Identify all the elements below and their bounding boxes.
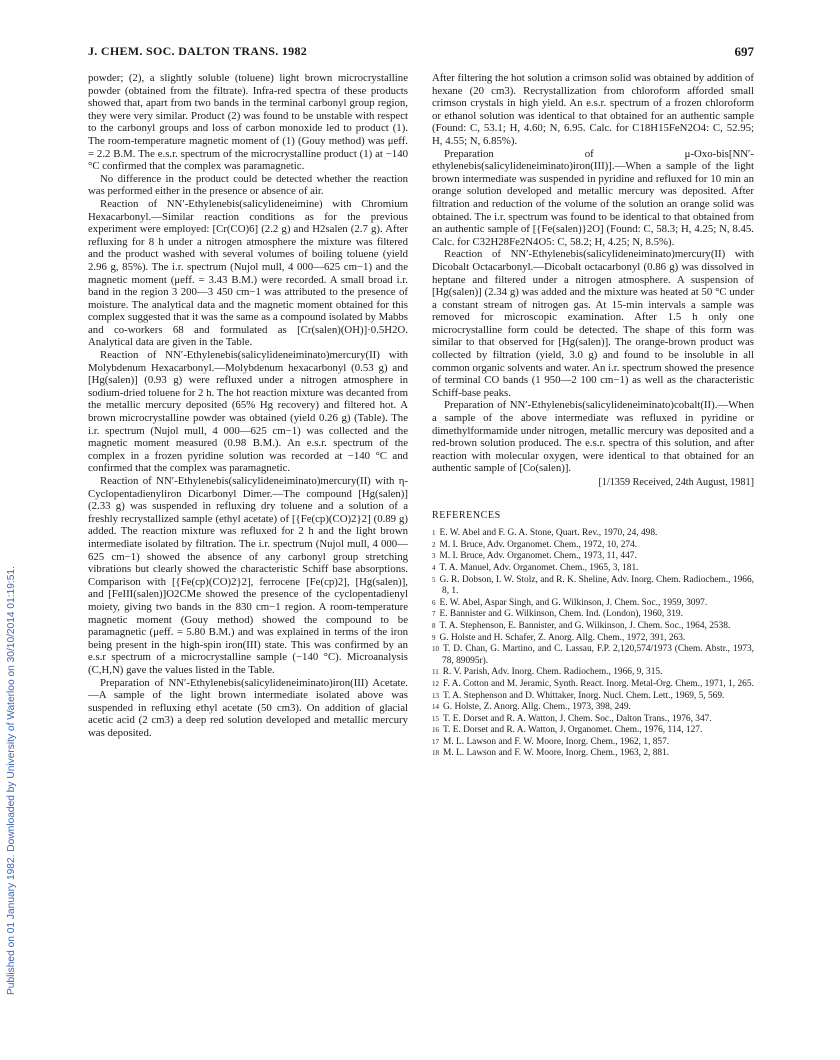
reference-text: T. E. Dorset and R. A. Watton, J. Organomet. Chem., 1976, 114, 127. [443,725,703,736]
body-paragraph: powder; (2), a slightly soluble (toluene) light brown microcrystalline powder (obtained from the filtrate). Infra-red spectra of these products showed that, apart from two bands in the terminal carbonyl group region, they were very similar. Product (2) was found to be unstable with respect to the carbonyl groups and loss of carbon monoxide led to product (1). The room-temperature magnetic moment of (1) (Gouy method) was μeff. = 2.2 B.M. The e.s.r. spectrum of the microcrystalline product (1) at −140 °C confirmed that the complex was paramagnetic. [88,72,408,173]
body-paragraph: Preparation of μ-Oxo-bis[NN′-ethylenebis(salicylideneiminato)iron(III)].—When a sample of the light brown intermediate was suspended in pyridine and refluxed for 10 min an orange solution developed and metallic mercury was deposited. After filtration and reduction of the volume of the solution an orange solid was obtained. The i.r. spectrum was found to be identical to that obtained from an authentic sample of [{Fe(salen)}2O] (Found: C, 58.3; H, 4.25; N, 8.45. Calc. for C32H28Fe2N4O5: C, 58.2; H, 4.25; N, 8.5%). [432,147,754,248]
reference-text: E. W. Abel, Aspar Singh, and G. Wilkinson, J. Chem. Soc., 1959, 3097. [439,597,708,608]
reference-item [432,748,754,760]
reference-number: 10 [432,645,439,654]
received-date: [1/1359 Received, 24th August, 1981] [598,477,754,488]
page-number: 697 [734,44,754,59]
download-watermark [6,90,20,1060]
reference-number: 5 [432,575,436,584]
reference-item [432,644,754,667]
reference-text: T. A. Stephenson, E. Bannister, and G. Wilkinson, J. Chem. Soc., 1964, 2538. [439,620,731,631]
reference-item [432,609,754,621]
reference-text: R. V. Parish, Adv. Inorg. Chem. Radiochem., 1966, 9, 315. [442,667,663,678]
left-column [88,72,408,739]
reference-text: G. Holste, Z. Anorg. Allg. Chem., 1973, 398, 249. [443,702,631,713]
reference-text: G. R. Dobson, I. W. Stolz, and R. K. Sheline, Adv. Inorg. Chem. Radiochem., 1966, 8, 1. [439,574,754,597]
body-paragraph: Reaction of NN′-Ethylenebis(salicylideneimine) with Chromium Hexacarbonyl.—Similar reaction conditions as for the previous experiment were employed: [Cr(CO)6] (2.2 g) and H2salen (2.7 g). After refluxing for 8 h under a nitrogen atmosphere the mixture was filtered and the product washed with several volumes of boiling toluene (yield 2.96 g, 85%). The i.r. spectrum (Nujol mull, 4 000—625 cm−1) and the magnetic moment (μeff. = 3.43 B.M.) were recorded. A small broad i.r. band in the region 3 200—3 450 cm−1 was attributed to the presence of moisture. The analytical data and the magnetic moment obtained for this complex suggested that it was the same as a compound isolated by Mabbs and co-workers 68 and formulated as [Cr(salen)(OH)]·0.5H2O. Analytical data are given in the Table. [88,197,408,349]
reference-number: 16 [432,726,439,735]
reference-number: 15 [432,714,439,723]
reference-text: T. E. Dorset and R. A. Watton, J. Chem. Soc., Dalton Trans., 1976, 347. [443,713,712,724]
reference-item [432,551,754,563]
reference-number: 13 [432,691,439,700]
reference-item [432,528,754,540]
download-notice-link[interactable]: Published on 01 January 1982. Downloaded by University of Waterloo on 30/10/2014 01:19:51. [6,566,17,995]
reference-number: 1 [432,529,436,538]
body-paragraph: After filtering the hot solution a crimson solid was obtained by addition of hexane (20 cm3). Recrystallization from chloroform afforded small crimson crystals in high yield. An e.s.r. spectrum of a frozen chloroform or ethanol solution was identical to that obtained for an authentic sample (Found: C, 53.1; H, 4.60; N, 6.95. Calc. for C18H15FeN2O4: C, 52.95; H, 4.55; N, 6.85%). [432,72,754,147]
reference-text: T. A. Manuel, Adv. Organomet. Chem., 1965, 3, 181. [439,562,639,573]
reference-text: F. A. Cotton and M. Jeramic, Synth. React. Inorg. Metal-Org. Chem., 1971, 1, 265. [443,678,754,689]
reference-text: M. L. Lawson and F. W. Moore, Inorg. Chem., 1962, 1, 857. [443,736,670,747]
references-heading: REFERENCES [432,509,501,521]
reference-item [432,714,754,726]
reference-text: M. I. Bruce, Adv. Organomet. Chem., 1972, 10, 274. [439,539,638,550]
reference-number: 12 [432,679,439,688]
reference-text: E. Bannister and G. Wilkinson, Chem. Ind. (London), 1960, 319. [439,609,683,620]
body-paragraph: No difference in the product could be detected whether the reaction was performed either in the presence or absence of air. [88,172,408,198]
reference-number: 9 [432,633,436,642]
body-paragraph: Preparation of NN′-Ethylenebis(salicylideneiminato)cobalt(II).—When a sample of the above intermediate was refluxed in pyridine or dimethylformamide under nitrogen, metallic mercury was deposited and a red-brown solution produced. The e.s.r. spectra of this solution, and after reaction with molecular oxygen, were identical to that obtained for an authentic sample of [Co(salen)]. [432,399,754,475]
reference-item [432,725,754,737]
reference-item [432,737,754,749]
reference-item [432,598,754,610]
reference-item [432,679,754,691]
reference-item [432,575,754,598]
reference-number: 14 [432,703,439,712]
right-column [432,72,754,760]
reference-number: 17 [432,737,439,746]
body-paragraph: Reaction of NN′-Ethylenebis(salicylideneiminato)mercury(II) with η-Cyclopentadienyliron Dicarbonyl Dimer.—The compound [Hg(salen)] (2.33 g) was suspended in refluxing dry toluene and a solution of a freshly recrystallized sample (ethyl acetate) of [{Fe(cp)(CO)2}2] (0.89 g) added. The reaction mixture was refluxed for 2 h and the light brown intermediate isolated by filtration. The i.r. spectrum (Nujol mull, 4 000—625 cm−1) showed the absence of any carbonyl group stretching vibrations but clearly showed the characteristic Schiff base absorptions. Comparison with [{Fe(cp)(CO)2}2], ferrocene [Fe(cp)2], [Hg(salen)], and [FeIII(salen)]O2CMe showed the presence of the cyclopentadienyl moiety, giving two bands in the 830 cm−1 region. A room-temperature magnetic moment (Gouy method) showed the compound to be paramagnetic (μeff. = 5.80 B.M.) and was explained in terms of the iron being present in the high-spin iron(III) state. This was confirmed by an e.s.r spectrum of a microcrystalline sample (−140 °C). Microanalysis (C,H,N) gave the values listed in the Table. [88,475,408,676]
reference-text: G. Holste and H. Schafer, Z. Anorg. Allg. Chem., 1972, 391, 263. [439,632,686,643]
reference-item [432,702,754,714]
reference-item [432,667,754,679]
reference-number: 3 [432,552,436,561]
reference-number: 7 [432,610,436,619]
body-paragraph: Reaction of NN′-Ethylenebis(salicylideneiminato)mercury(II) with Molybdenum Hexacarbonyl.—Molybdenum hexacarbonyl (0.53 g) and [Hg(salen)] (0.93 g) were refluxed under a nitrogen atmosphere in sodium-dried toluene for 2 h. The hot reaction mixture was decanted from the metallic mercury deposited (65% Hg recovery) and filtered hot. A brown microcrystalline powder was obtained (yield 0.26 g) (Table). The i.r. spectrum (Nujol mull, 4 000—625 cm−1) was collected and the magnetic moment measured (0.98 B.M.). An e.s.r. spectrum of the complex in a frozen pyridine solution was recorded at −140 °C and confirmed that the complex was paramagnetic. [88,349,409,475]
reference-text: E. W. Abel and F. G. A. Stone, Quart. Rev., 1970, 24, 498. [439,528,658,539]
body-paragraph: Preparation of NN′-Ethylenebis(salicylideneiminato)iron(III) Acetate.—A sample of the light brown intermediate isolated above was suspended in refluxing ethyl acetate (50 cm3). On addition of glacial acetic acid (2 cm3) a deep red solution developed and metallic mercury was deposited. [88,676,408,739]
reference-item [432,621,754,633]
reference-item [432,540,754,552]
reference-number: 11 [432,668,439,677]
journal-header: J. CHEM. SOC. DALTON TRANS. 1982 [88,44,308,58]
reference-number: 8 [432,621,436,630]
reference-number: 18 [432,749,439,758]
reference-list [432,528,754,760]
reference-item [432,633,754,645]
body-paragraph: Reaction of NN′-Ethylenebis(salicylideneiminato)mercury(II) with Dicobalt Octacarbonyl.—Dicobalt octacarbonyl (0.86 g) was dissolved in heptane and filtered under a nitrogen atmosphere. A suspension of [Hg(salen)] (2.34 g) was added and the mixture was heated at 50 °C under a constant stream of nitrogen gas. At 15-min intervals a sample was removed for microscopic examination. After 1.5 h only one microcrystalline form could be detected. The shape of this form was similar to that observed for [Hg(salen)]. The orange-brown product was collected by filtration (yield, 3.0 g) and found to be insoluble in all common organic solvents and water. An i.r. spectrum showed the presence of terminal CO bands (1 950—2 100 cm−1) as well as the characteristic Schiff-base peaks. [432,248,754,399]
reference-number: 4 [432,563,436,572]
reference-item [432,691,754,703]
reference-text: M. L. Lawson and F. W. Moore, Inorg. Chem., 1963, 2, 881. [443,748,670,759]
running-header [88,44,754,62]
reference-item [432,563,754,575]
reference-text: M. I. Bruce, Adv. Organomet. Chem., 1973, 11, 447. [439,551,637,562]
reference-number: 2 [432,540,436,549]
reference-number: 6 [432,598,436,607]
reference-text: T. A. Stephenson and D. Whittaker, Inorg. Nucl. Chem. Lett., 1969, 5, 569. [443,690,725,701]
reference-text: T. D. Chan, G. Martino, and C. Lassau, F.P. 2,120,574/1973 (Chem. Abstr., 1973, 78, 89095r). [442,644,754,666]
